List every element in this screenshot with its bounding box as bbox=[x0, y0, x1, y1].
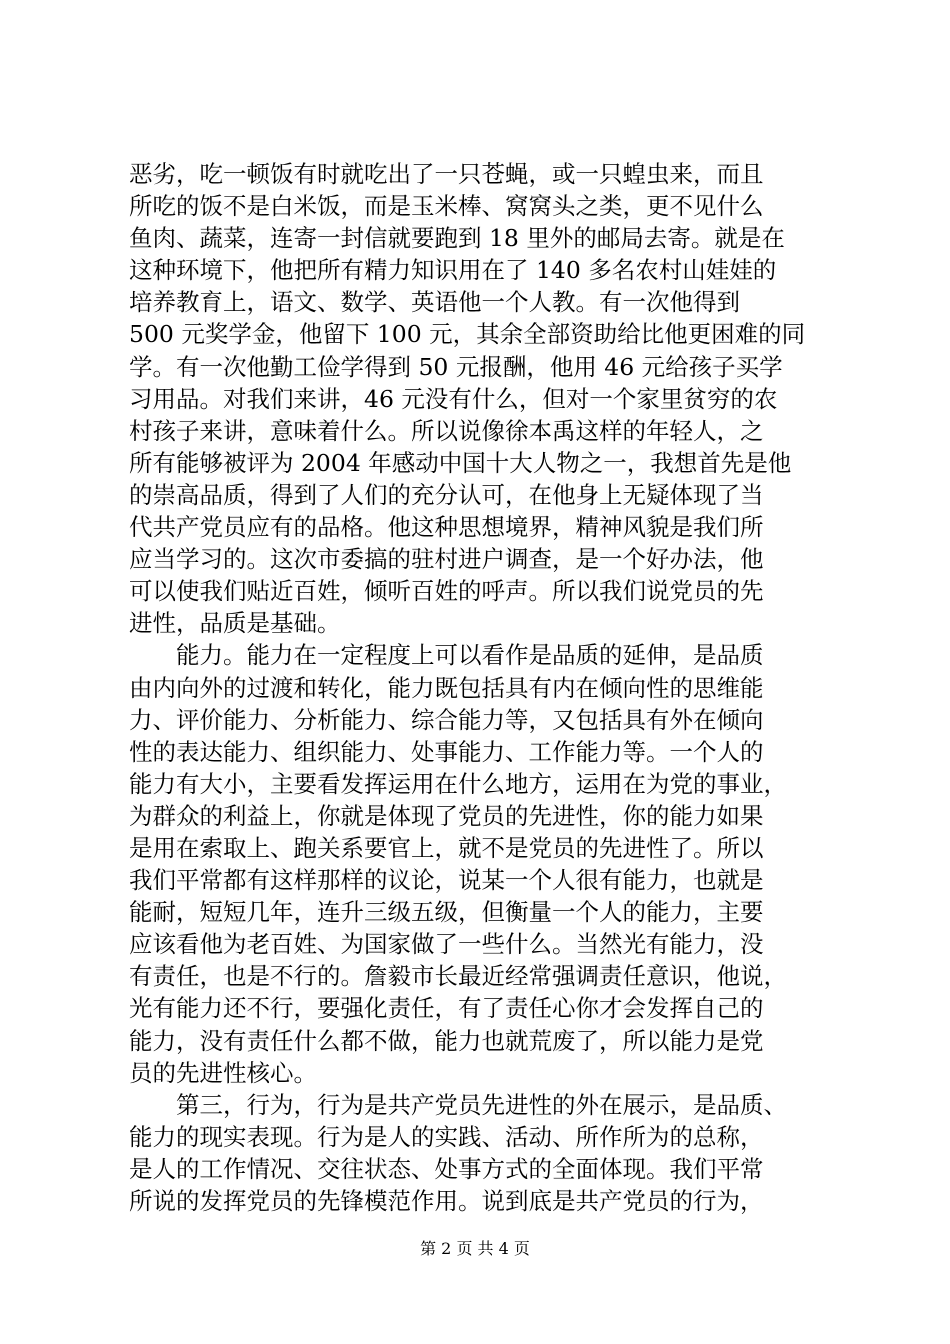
text-line: 能力的现实表现。行为是人的实践、活动、所作所为的总称， bbox=[129, 1122, 764, 1151]
text-line: 力、评价能力、分析能力、综合能力等，又包括具有外在倾向 bbox=[129, 705, 764, 734]
text-line: 能耐，短短几年，连升三级五级，但衡量一个人的能力，主要 bbox=[129, 898, 764, 927]
text-line: 培养教育上，语文、数学、英语他一个人教。有一次他得到 bbox=[129, 288, 740, 317]
page-number-label: 第 2 页 共 4 页 bbox=[420, 1239, 530, 1258]
text-line: 能力，没有责任什么都不做，能力也就荒废了，所以能力是党 bbox=[129, 1026, 764, 1055]
text-line: 能力。能力在一定程度上可以看作是品质的延伸，是品质 bbox=[129, 641, 764, 670]
text-line: 所有能够被评为 2004 年感动中国十大人物之一，我想首先是他 bbox=[129, 448, 792, 477]
text-line: 是人的工作情况、交往状态、处事方式的全面体现。我们平常 bbox=[129, 1154, 764, 1183]
text-line: 应当学习的。这次市委搞的驻村进户调查，是一个好办法，他 bbox=[129, 545, 764, 574]
text-line: 的崇高品质，得到了人们的充分认可，在他身上无疑体现了当 bbox=[129, 480, 764, 509]
text-line: 所吃的饭不是白米饭，而是玉米棒、窝窝头之类，更不见什么 bbox=[129, 192, 764, 221]
text-line: 员的先进性核心。 bbox=[129, 1058, 317, 1087]
text-line: 性的表达能力、组织能力、处事能力、工作能力等。一个人的 bbox=[129, 737, 764, 766]
page-footer bbox=[0, 1239, 950, 1259]
text-line: 是用在索取上、跑关系要官上，就不是党员的先进性了。所以 bbox=[129, 833, 764, 862]
text-line: 村孩子来讲，意味着什么。所以说像徐本禹这样的年轻人，之 bbox=[129, 416, 764, 445]
body-text bbox=[129, 158, 829, 1217]
text-line: 这种环境下，他把所有精力知识用在了 140 多名农村山娃娃的 bbox=[129, 256, 777, 285]
text-line: 应该看他为老百姓、为国家做了一些什么。当然光有能力，没 bbox=[129, 930, 764, 959]
text-line: 第三，行为，行为是共产党员先进性的外在展示，是品质、 bbox=[129, 1090, 787, 1119]
text-line: 能力有大小，主要看发挥运用在什么地方，运用在为党的事业， bbox=[129, 769, 787, 798]
text-line: 我们平常都有这样那样的议论，说某一个人很有能力，也就是 bbox=[129, 866, 764, 895]
text-line: 由内向外的过渡和转化，能力既包括具有内在倾向性的思维能 bbox=[129, 673, 764, 702]
text-line: 可以使我们贴近百姓，倾听百姓的呼声。所以我们说党员的先 bbox=[129, 577, 764, 606]
text-line: 为群众的利益上，你就是体现了党员的先进性，你的能力如果 bbox=[129, 801, 764, 830]
text-line: 进性，品质是基础。 bbox=[129, 609, 341, 638]
text-line: 有责任，也是不行的。詹毅市长最近经常强调责任意识，他说， bbox=[129, 962, 787, 991]
text-line: 光有能力还不行，要强化责任，有了责任心你才会发挥自己的 bbox=[129, 994, 764, 1023]
text-line: 恶劣，吃一顿饭有时就吃出了一只苍蝇，或一只蝗虫来，而且 bbox=[129, 160, 764, 188]
text-line: 习用品。对我们来讲，46 元没有什么，但对一个家里贫穷的农 bbox=[129, 384, 778, 413]
text-line: 代共产党员应有的品格。他这种思想境界，精神风貌是我们所 bbox=[129, 513, 764, 542]
text-line: 所说的发挥党员的先锋模范作用。说到底是共产党员的行为， bbox=[129, 1187, 764, 1215]
text-line: 鱼肉、蔬菜，连寄一封信就要跑到 18 里外的邮局去寄。就是在 bbox=[129, 224, 785, 253]
text-line: 学。有一次他勤工俭学得到 50 元报酬，他用 46 元给孩子买学 bbox=[129, 352, 783, 381]
text-line: 500 元奖学金，他留下 100 元，其余全部资助给比他更困难的同 bbox=[129, 320, 806, 349]
